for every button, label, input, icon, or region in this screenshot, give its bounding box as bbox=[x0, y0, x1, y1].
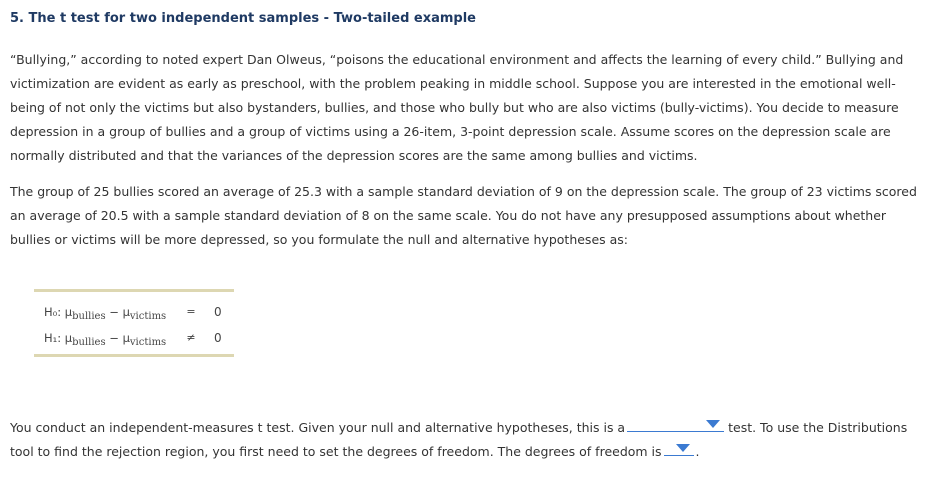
alternative-hypothesis-row bbox=[34, 329, 234, 349]
question-text-part2: test. To use the Distributions tool to find the rejection region, you first need to set the degrees of freedom. The degrees of freedom is bbox=[10, 420, 908, 459]
test-type-dropdown[interactable] bbox=[627, 416, 724, 432]
chevron-down-icon bbox=[706, 420, 720, 428]
question-text-part1: You conduct an independent-measures t test. Given your null and alternative hypotheses, this is a bbox=[10, 420, 626, 435]
null-hypothesis-expression: H₀: μbullies − μvictims bbox=[44, 305, 167, 322]
degrees-of-freedom-dropdown[interactable] bbox=[664, 440, 694, 456]
chevron-down-icon bbox=[676, 444, 690, 452]
data-paragraph: The group of 25 bullies scored an average of 25.3 with a sample standard deviation of 9 on the depression scale. The group of 23 victims scored an average of 20.5 with a sample standard deviation of 8 on the same scale. You do not have any presupposed assumptions about whether bullies or victims will be more depressed, so you formulate the null and alternative hypotheses as: bbox=[10, 184, 917, 247]
equals-operator: = bbox=[186, 305, 196, 318]
alternative-hypothesis-value: 0 bbox=[214, 331, 222, 345]
not-equals-operator: ≠ bbox=[186, 331, 196, 344]
alternative-hypothesis-expression: H₁: μbullies − μvictims bbox=[44, 331, 167, 348]
hypotheses-table bbox=[34, 289, 234, 357]
null-hypothesis-value: 0 bbox=[214, 305, 222, 319]
intro-paragraph: “Bullying,” according to noted expert Dan Olweus, “poisons the educational environment and affects the learning of every child.” Bullying and victimization are evident as early as preschool, with the problem peaking in middle school. Suppose you are interested in the emotional well-being of not only the victims but also bystanders, bullies, and those who bully but who are also victims (bully-victims). You decide to measure depression in a group of bullies and a group of victims using a 26-item, 3-point depression scale. Assume scores on the depression scale are normally distributed and that the variances of the depression scores are the same among bullies and victims. bbox=[10, 52, 904, 163]
question-paragraph bbox=[10, 416, 924, 464]
question-text-part3: . bbox=[695, 444, 700, 459]
null-hypothesis-row bbox=[34, 303, 234, 323]
question-title: 5. The t test for two independent samples - Two-tailed example bbox=[10, 11, 477, 26]
